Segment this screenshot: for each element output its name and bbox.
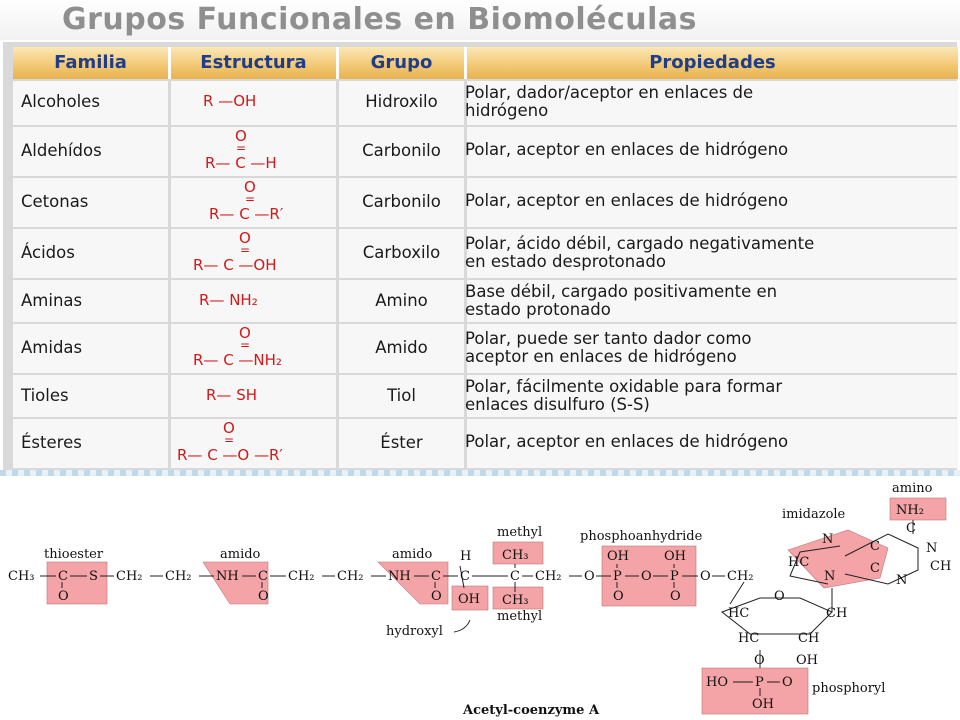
atom-o: O — [700, 569, 711, 584]
hydroxyl-pointer — [454, 620, 470, 632]
atom-o: O — [774, 589, 785, 604]
atom-oh: OH — [796, 653, 818, 668]
row-propiedades — [465, 235, 955, 271]
prop-line: hidrógeno — [465, 101, 549, 120]
atom-hc: HC — [788, 555, 810, 570]
column-divider — [168, 375, 171, 417]
atom-oh: OH — [607, 549, 629, 564]
acetyl-coa-diagram — [0, 470, 960, 720]
atom-oh: OH — [752, 697, 774, 712]
row-familia: Aldehídos — [21, 141, 102, 160]
row-familia: Alcoholes — [21, 92, 100, 111]
atom-ch3: CH₃ — [502, 593, 529, 608]
atom-c: C — [460, 569, 470, 584]
double-bond: = — [224, 433, 235, 447]
atom-ch2: CH₂ — [727, 569, 754, 584]
title-bar — [0, 0, 960, 40]
atom-o: O — [58, 589, 69, 604]
row-grupo: Amido — [375, 338, 428, 357]
atom-n: N — [926, 541, 938, 556]
label-methyl: methyl — [497, 525, 543, 540]
row-propiedades — [465, 141, 955, 159]
label-hydroxyl: hydroxyl — [386, 624, 443, 639]
row-familia: Amidas — [21, 338, 83, 357]
atom-o: O — [670, 589, 681, 604]
table-row — [13, 178, 958, 227]
prop-line: Polar, aceptor en enlaces de hidrógeno — [465, 191, 789, 210]
atom-ch2: CH₂ — [288, 569, 315, 584]
atom-n: N — [822, 532, 834, 547]
label-amido: amido — [392, 547, 433, 562]
table-row — [13, 81, 958, 125]
atom-o: O — [258, 589, 269, 604]
atom-o: O — [613, 589, 624, 604]
atom-hc: HC — [738, 631, 760, 646]
row-estructura: R— C —NH₂ — [193, 351, 282, 369]
atom-o: O — [584, 569, 595, 584]
functional-groups-table — [3, 42, 957, 470]
table-row — [13, 229, 958, 278]
table-row — [13, 324, 958, 373]
atom-c: C — [58, 569, 68, 584]
atom-h: H — [460, 549, 472, 564]
row-grupo: Tiol — [387, 386, 416, 405]
structure-oxygen: O — [239, 229, 251, 247]
prop-line: Polar, ácido débil, cargado negativamente — [465, 234, 815, 253]
atom-hc: HC — [728, 606, 750, 621]
prop-line: Polar, fácilmente oxidable para formar — [465, 377, 783, 396]
column-divider — [168, 324, 171, 373]
atom-oh: OH — [664, 549, 686, 564]
atom-o: O — [782, 675, 793, 690]
double-bond: = — [240, 243, 251, 257]
atom-s: S — [89, 569, 98, 584]
prop-line: aceptor en enlaces de hidrógeno — [465, 347, 737, 366]
double-bond: = — [240, 338, 251, 352]
row-estructura: R— C —H — [205, 154, 277, 172]
row-grupo: Éster — [380, 433, 423, 452]
row-grupo: Carboxilo — [362, 243, 441, 262]
table-row — [13, 375, 958, 417]
atom-c: C — [870, 539, 880, 554]
atom-ch3: CH₃ — [502, 548, 529, 563]
atom-ch: CH — [826, 606, 848, 621]
row-estructura: R— C —R′ — [209, 205, 284, 223]
row-estructura: R— NH₂ — [199, 291, 258, 309]
row-familia: Cetonas — [21, 192, 89, 211]
page-title: Grupos Funcionales en Biomoléculas — [62, 2, 698, 37]
header-familia: Familia — [54, 52, 127, 73]
row-grupo: Amino — [375, 291, 428, 310]
atom-nh2: NH₂ — [896, 503, 924, 518]
column-divider — [168, 81, 171, 125]
atom-p: P — [755, 675, 764, 690]
column-divider — [168, 127, 171, 176]
structure-oxygen: O — [239, 324, 251, 342]
label-amido: amido — [220, 547, 261, 562]
row-grupo: Carbonilo — [362, 192, 441, 211]
atom-nh: NH — [216, 569, 239, 584]
label-thioester: thioester — [44, 547, 104, 562]
prop-line: estado protonado — [465, 300, 611, 319]
prop-line: Polar, puede ser tanto dador como — [465, 329, 752, 348]
structure-oxygen: O — [223, 419, 235, 437]
row-estructura: R —OH — [203, 92, 257, 110]
column-divider — [168, 419, 171, 468]
prop-line: enlaces disulfuro (S-S) — [465, 395, 650, 414]
table-row — [13, 127, 958, 176]
row-propiedades — [465, 433, 955, 451]
atom-n: N — [896, 573, 908, 588]
row-grupo: Hidroxilo — [365, 92, 438, 111]
atom-p: P — [613, 569, 622, 584]
row-propiedades — [465, 84, 955, 120]
atom-ch2: CH₂ — [116, 569, 143, 584]
diagram-caption: Acetyl-coenzyme A — [463, 703, 600, 718]
label-amino: amino — [892, 481, 933, 496]
label-phosphoryl: phosphoryl — [812, 681, 886, 696]
double-bond: = — [245, 192, 256, 206]
row-propiedades — [465, 378, 955, 414]
header-grupo: Grupo — [370, 52, 433, 73]
prop-line: Polar, aceptor en enlaces de hidrógeno — [465, 140, 789, 159]
prop-line: Polar, aceptor en enlaces de hidrógeno — [465, 432, 789, 451]
structure-oxygen: O — [244, 178, 256, 196]
atom-ch2: CH₂ — [535, 569, 562, 584]
atom-c: C — [870, 561, 880, 576]
column-divider — [168, 280, 171, 322]
table-header — [13, 47, 958, 79]
row-propiedades — [465, 330, 955, 366]
column-divider — [168, 229, 171, 278]
label-phosphoanhydride: phosphoanhydride — [580, 529, 703, 544]
double-bond: = — [236, 141, 247, 155]
atom-c: C — [510, 569, 520, 584]
structure-oxygen: O — [235, 127, 247, 145]
atom-o: O — [431, 589, 442, 604]
prop-line: Polar, dador/aceptor en enlaces de — [465, 83, 754, 102]
atom-oh: OH — [458, 592, 480, 607]
label-imidazole: imidazole — [782, 507, 846, 522]
row-propiedades — [465, 192, 955, 210]
atom-nh: NH — [388, 569, 411, 584]
atom-ho: HO — [706, 675, 728, 690]
atom-o: O — [641, 569, 652, 584]
atom-ch2: CH₂ — [165, 569, 192, 584]
atom-c: C — [431, 569, 441, 584]
prop-line: Base débil, cargado positivamente en — [465, 282, 778, 301]
atom-ch3: CH₃ — [8, 569, 35, 584]
row-familia: Ésteres — [21, 433, 82, 452]
thioester-highlight — [47, 562, 107, 604]
row-estructura: R— C —OH — [193, 256, 277, 274]
atom-c: C — [258, 569, 268, 584]
table-row — [13, 280, 958, 322]
atom-p: P — [670, 569, 679, 584]
row-familia: Tioles — [21, 386, 69, 405]
atom-ch: CH — [798, 631, 820, 646]
atom-ch: CH — [930, 559, 952, 574]
row-propiedades — [465, 283, 955, 319]
table-row — [13, 419, 958, 468]
header-propiedades: Propiedades — [649, 52, 776, 73]
atom-c: C — [906, 521, 916, 536]
atom-n: N — [824, 569, 836, 584]
atom-ch2: CH₂ — [337, 569, 364, 584]
label-methyl: methyl — [497, 609, 543, 624]
row-estructura: R— SH — [206, 386, 257, 404]
column-divider — [168, 178, 171, 227]
row-familia: Ácidos — [21, 243, 75, 262]
atom-o: O — [754, 653, 765, 668]
row-estructura: R— C —O —R′ — [177, 446, 283, 464]
header-estructura: Estructura — [200, 52, 307, 73]
row-familia: Aminas — [21, 291, 83, 310]
prop-line: en estado desprotonado — [465, 252, 666, 271]
row-grupo: Carbonilo — [362, 141, 441, 160]
bond — [730, 582, 744, 604]
